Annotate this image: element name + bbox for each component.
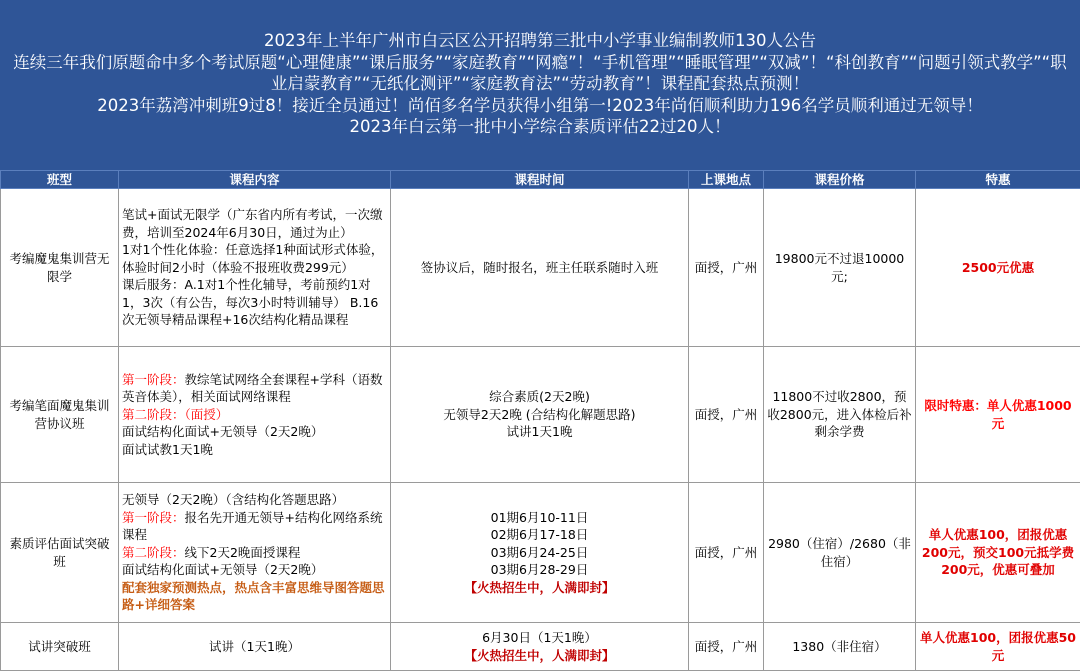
time-text: 综合素质(2天2晚) bbox=[489, 389, 590, 405]
course-type: 考编魔鬼集训营无限学 bbox=[9, 251, 110, 284]
time-line bbox=[394, 544, 685, 562]
content-line bbox=[122, 491, 387, 509]
location-cell bbox=[689, 347, 764, 483]
content-line bbox=[122, 579, 387, 614]
course-time-cell bbox=[391, 189, 689, 347]
time-line bbox=[394, 509, 685, 527]
course-type: 考编笔面魔鬼集训营协议班 bbox=[9, 398, 110, 431]
content-line bbox=[122, 406, 387, 424]
announcement-title: 2023年上半年广州市白云区公开招聘第三批中小学事业编制教师130人公告 bbox=[264, 31, 816, 50]
content-text: 第一阶段： bbox=[122, 371, 185, 387]
content-text: 线下2天2晚面授课程 bbox=[184, 544, 301, 560]
content-text: 笔试+面试无限学（广东省内所有考试，一次缴费，培训至2024年6月30日，通过为止） bbox=[122, 207, 383, 240]
content-text: 面试结构化面试+无领导（2天2晚） bbox=[122, 424, 324, 440]
column-header: 班型 bbox=[1, 171, 119, 189]
promo-text: 单人优惠100，团报优惠50元 bbox=[920, 630, 1076, 663]
promo-cell bbox=[916, 189, 1080, 347]
course-table bbox=[0, 170, 1080, 671]
time-text: 03期6月28-29日 bbox=[490, 562, 589, 578]
content-line bbox=[122, 276, 387, 329]
table-row bbox=[1, 623, 1080, 671]
column-header: 课程内容 bbox=[119, 171, 391, 189]
announcement-header bbox=[0, 0, 1080, 170]
course-content-cell bbox=[119, 623, 391, 671]
content-line bbox=[122, 544, 387, 562]
course-time-cell bbox=[391, 623, 689, 671]
content-text: 第一阶段： bbox=[122, 509, 185, 525]
location-cell bbox=[689, 189, 764, 347]
content-line bbox=[122, 423, 387, 441]
hot-topics-text: 连续三年我们原题命中多个考试原题“心理健康”“课后服务”“家庭教育”“网瘾”！“手机管理”“睡眠管理”“双减”！“科创教育”“问题引领式教学”“职业启蒙教育”“无纸化测评”“家庭教育法”“劳动教育”！课程配套热点预测！ bbox=[13, 52, 1067, 93]
course-time-cell bbox=[391, 347, 689, 483]
time-text: 6月30日（1天1晚） bbox=[482, 630, 597, 645]
location-cell bbox=[689, 623, 764, 671]
course-type-cell bbox=[1, 347, 119, 483]
content-text: 面试试教1天1晚 bbox=[122, 441, 213, 457]
time-line bbox=[394, 561, 685, 579]
time-line bbox=[394, 406, 685, 424]
location-text: 面授，广州 bbox=[694, 544, 758, 560]
price-cell bbox=[764, 189, 916, 347]
course-type-cell bbox=[1, 483, 119, 623]
price-cell bbox=[764, 483, 916, 623]
content-text: 课后服务：A.1对1个性化辅导，考前预约1对1，3次（有公告，每次3小时特训辅导） B.16次无领导精品课程+16次结构化精品课程 bbox=[122, 277, 379, 328]
time-text: 试讲1天1晚 bbox=[506, 424, 573, 440]
time-text: 03期6月24-25日 bbox=[490, 544, 589, 560]
promo-cell bbox=[916, 347, 1080, 483]
course-type: 素质评估面试突破班 bbox=[9, 536, 110, 569]
content-text: 试讲（1天1晚） bbox=[209, 638, 300, 654]
location-cell bbox=[689, 483, 764, 623]
table-row bbox=[1, 347, 1080, 483]
content-text: 教综笔试网络全套课程+学科（语数英音体美），相关面试网络课程 bbox=[122, 371, 383, 405]
time-line bbox=[394, 259, 685, 277]
time-text: 02期6月17-18日 bbox=[490, 527, 589, 543]
price-text: 2980（住宿）/2680（非住宿） bbox=[768, 536, 911, 569]
promo-cell bbox=[916, 623, 1080, 671]
course-content-cell bbox=[119, 347, 391, 483]
content-text: 配套独家预测热点，热点含丰富思维导图答题思路+详细答案 bbox=[122, 579, 385, 613]
column-header: 课程价格 bbox=[764, 171, 916, 189]
time-text: 无领导2天2晚 (合结构化解题思路) bbox=[443, 406, 636, 422]
content-line bbox=[122, 561, 387, 579]
column-header: 特惠 bbox=[916, 171, 1080, 189]
course-content-cell bbox=[119, 483, 391, 623]
price-cell bbox=[764, 347, 916, 483]
table-row bbox=[1, 189, 1080, 347]
time-text: 01期6月10-11日 bbox=[490, 509, 589, 525]
content-line bbox=[122, 206, 387, 241]
price-cell bbox=[764, 623, 916, 671]
price-text: 1380（非住宿） bbox=[792, 638, 887, 654]
content-text: 1对1个性化体验：任意选择1种面试形式体验，体验时间2小时（体验不报班收费299元） bbox=[122, 242, 384, 275]
results-text-2: 2023年白云第一批中小学综合素质评估22过20人！ bbox=[349, 117, 731, 136]
time-text: 【火热招生中，人满即封】 bbox=[464, 647, 615, 663]
course-type: 试讲突破班 bbox=[28, 638, 91, 654]
promo-text: 2500元优惠 bbox=[961, 259, 1035, 275]
content-line bbox=[122, 638, 387, 656]
content-text: 面试结构化面试+无领导（2天2晚） bbox=[122, 562, 324, 578]
content-text: 第二阶段：（面授） bbox=[122, 406, 229, 422]
time-line bbox=[394, 647, 685, 665]
column-header: 上课地点 bbox=[689, 171, 764, 189]
course-type-cell bbox=[1, 623, 119, 671]
course-content-cell bbox=[119, 189, 391, 347]
time-text: 签协议后，随时报名，班主任联系随时入班 bbox=[420, 259, 659, 275]
content-line bbox=[122, 441, 387, 459]
content-text: 第二阶段： bbox=[122, 544, 185, 560]
price-text: 11800不过收2800，预收2800元，进入体检后补剩余学费 bbox=[767, 389, 912, 440]
content-line bbox=[122, 241, 387, 276]
table-row bbox=[1, 483, 1080, 623]
results-text-1: 2023年荔湾冲刺班9过8！接近全员通过！尚佰多名学员获得小组第一!2023年尚佰顺利助力196名学员顺利通过无领导！ bbox=[97, 95, 983, 115]
time-line bbox=[394, 579, 685, 597]
promo-text: 单人优惠100，团报优惠200元，预交100元抵学费200元，优惠可叠加 bbox=[921, 527, 1075, 578]
table-header-row bbox=[1, 171, 1080, 189]
content-text: 报名先开通无领导+结构化网络系统课程 bbox=[122, 509, 383, 543]
time-text: 【火热招生中，人满即封】 bbox=[464, 579, 615, 595]
course-time-cell bbox=[391, 483, 689, 623]
time-line bbox=[394, 629, 685, 647]
price-text: 19800元不过退10000元; bbox=[774, 251, 905, 284]
location-text: 面授，广州 bbox=[694, 406, 758, 422]
time-line bbox=[394, 388, 685, 406]
time-line bbox=[394, 526, 685, 544]
time-line bbox=[394, 423, 685, 441]
content-line bbox=[122, 509, 387, 544]
promo-text: 限时特惠：单人优惠1000元 bbox=[924, 398, 1072, 431]
promo-cell bbox=[916, 483, 1080, 623]
content-text: 无领导（2天2晚）（含结构化答题思路） bbox=[122, 492, 345, 508]
location-text: 面授，广州 bbox=[694, 638, 758, 654]
location-text: 面授，广州 bbox=[694, 259, 758, 275]
content-line bbox=[122, 371, 387, 406]
course-type-cell bbox=[1, 189, 119, 347]
column-header: 课程时间 bbox=[391, 171, 689, 189]
